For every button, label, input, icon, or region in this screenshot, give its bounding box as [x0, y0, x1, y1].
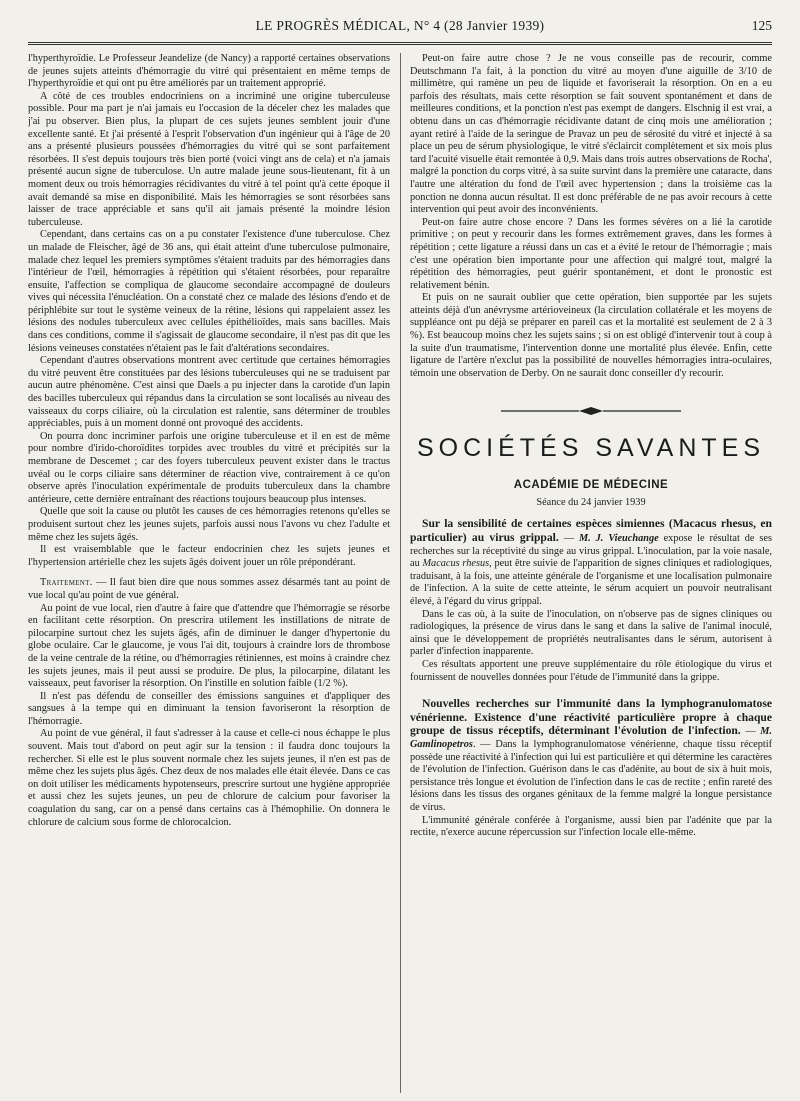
treatment-label: Traitement.	[40, 577, 93, 589]
article-1-author: M. J. Vieuchange	[578, 533, 659, 545]
article-2-text: . — Dans la lymphogranulomatose vénérienne, chaque tissu réceptif possède une réactivité à l'infection qui lui est particulière et qui détermine les caractères de l'évolution de l'infection. Guérison dans le cas d'adénite, au bout de six à huit mois, persistance très longue et évolution de l'infection dans le cas de rectite ; enfin rareté des lésions dans les tissus des organes génitaux de la femme malgré la longue persistance de virus.	[410, 738, 772, 813]
paragraph: Cependant, dans certains cas on a pu constater l'existence d'une tuberculose. Chez un malade de Fleischer, âgé de 36 ans, qui était atteint d'une tuberculose pulmonaire, malade chez lequel les premiers symptômes s'étaient traduits par des hémorragies dans l'intérieur de l'œil, hémorragies à répétition qui s'étaient résorbées, pour reparaître ensuite, l'affection se compliqua de glaucome secondaire accompagné de douleurs vives qui nécessita l'énucléation. On a constaté chez ce malade des lésions d'endo et de périphlébite sur tout le système veineux de la rétine, lésions qui rappelaient assez les lésions des nodules tuberculeux avec cellules épithélioïdes, mais sans bacilles. Mais dans ces conditions, comme il s'agissait de glaucome secondaire, il n'est pas dit que les lésions veineuses constatées n'étaient pas le fait d'altérations secondaires.	[28, 229, 390, 354]
paragraph: l'hyperthyroïdie. Le Professeur Jeandelize (de Nancy) a rapporté certaines observations de jeunes sujets atteints d'hémorragie du vitré qui présentaient en même temps de l'hyperthyroïdie et qui ont pu être améliorés par un traitement approprié.	[28, 53, 390, 90]
paragraph: Il n'est pas défendu de conseiller des émissions sanguines et d'appliquer des sangsues à la tempe qui en diminuant la tension favoriseront la résorption de l'hémorragie.	[28, 690, 390, 727]
dash: —	[740, 726, 761, 738]
section-title: SOCIÉTÉS SAVANTES	[416, 434, 766, 463]
ornament-rule-icon	[501, 406, 681, 416]
article-1	[410, 518, 772, 608]
paragraph: Ces résultats apportent une preuve supplémentaire du rôle étiologique du virus et fournissent de nouvelles données pour l'étude de l'immunité dans la grippe.	[410, 658, 772, 683]
article-2-author: M. Gamlinopetros	[410, 726, 772, 750]
paragraph: On pourra donc incriminer parfois une origine tuberculeuse et il en est de même pour nombre d'irido-choroïdites torpides avec troubles du vitré et précipités sur la membrane de Descemet ; car des foyers tuberculeux peuvent exister dans le tractus uvéal ou le corps ciliaire sans déterminer de réaction vive, contrairement à ce qu'on observe après l'inoculation expérimentale de produits tuberculeux dans la chambre antérieure, cette dernière entraînant des réactions toujours beaucoup plus intenses.	[28, 430, 390, 505]
paragraph: Dans le cas où, à la suite de l'inoculation, on n'observe pas de signes cliniques ou radiologiques, la présence de virus dans le sang et dans la salive de l'animal inoculé, ainsi que le développement de propriétés neutralisantes dans le sérum, autorisent à parler d'infection inapparente.	[410, 608, 772, 658]
paragraph: Au point de vue local, rien d'autre à faire que d'attendre que l'hémorragie se résorbe en facilitant cette résorption. On prescrira utilement les instillations de nitrate de pilocarpine surtout chez les sujets âgés, afin de diminuer le danger d'hypertonie du globe oculaire. Car le glaucome, je vous l'ai dit, toujours à craindre lors de thrombose de la veine centrale de la rétine, ou d'hémorragies rétiniennes, est moins à craindre chez les sujets jeunes, mais il peut aussi se produire. De plus, la pilocarpine, dilatant les vaisseaux, peut favoriser la résorption. On l'instille en solution faible (1/2 %).	[28, 602, 390, 690]
column-divider	[400, 53, 401, 1093]
two-column-body	[28, 53, 772, 1093]
paragraph: Cependant d'autres observations montrent avec certitude que certaines hémorragies du vitré peuvent être constituées par des lésions tuberculeuses qui ne se traduisent par aucun autre phénomène. C'est ainsi que Daels a pu injecter dans la carotide d'un lapin des bacilles tuberculeux qui répandus dans la circulation se sont localisés au niveau des vaisseaux du corps ciliaire, où la circulation est ralentie, sans déterminer de troubles appréciables, puis à un moment donné ont provoqué des accidents.	[28, 355, 390, 430]
academy-heading: ACADÉMIE DE MÉDECINE	[513, 479, 669, 492]
left-column	[28, 53, 390, 1093]
paragraph: L'immunité générale conférée à l'organisme, aussi bien par l'adénite que par la rectite, n'exerce aucune répercussion sur l'infection locale elle-même.	[410, 814, 772, 839]
right-column	[410, 53, 772, 1093]
section-ornament	[410, 406, 772, 416]
paragraph: Et puis on ne saurait oublier que cette opération, bien supportée par les sujets atteints déjà d'un anévrysme artérioveineux (la circulation collatérale et les moyens de suppléance ont pu déjà se préparer en pareil cas et la mortalité est seulement de 2 à 3 %). Est beaucoup moins chez les sujets sains ; si on est obligé d'intervenir tout à coup à la suite d'un traumatisme, l'intervention donne une mortalité plus élevée. Enfin, cette ligature de l'artère n'exclut pas la possibilité de nouvelles hémorragies intra-oculaires, témoin une observation de Derby. On ne saurait donc conseiller d'y recourir.	[410, 292, 772, 379]
paragraph: Il est vraisemblable que le facteur endocrinien chez les sujets jeunes et l'hypertension artérielle chez les sujets âgés doivent jouer un rôle prépondérant.	[28, 544, 390, 568]
dash: —	[558, 533, 579, 545]
paragraph: Quelle que soit la cause ou plutôt les causes de ces hémorragies retenons qu'elles se produisent surtout chez les jeunes sujets, parfois aussi nous l'avons vu chez l'adulte et même chez les sujets âgés.	[28, 506, 390, 543]
header-rule	[28, 42, 772, 45]
article-1-title: Sur la sensibilité de certaines espèces simiennes (Macacus rhesus, en particulier) au virus grippal.	[410, 517, 772, 545]
page-number: 125	[751, 18, 772, 33]
journal-title: LE PROGRÈS MÉDICAL, N° 4 (28 Janvier 1939)	[255, 18, 545, 33]
paragraph: A côté de ces troubles endocriniens on a incriminé une origine tuberculeuse possible. Pour ma part je n'ai jamais eu l'occasion de la déceler chez les malades que j'ai pu observer. Bien plus, la plupart de ces sujets jeunes semblent jouir d'une excellente santé. Et j'ai présenté à l'esprit l'observation d'un ingénieur qui à l'âge de 20 ans a présenté plusieurs poussées d'hémorragies du vitré qui se sont parfaitement résorbées. Il s'est depuis toujours très bien porté (voici vingt ans de cela) et n'a jamais présenté aucun signe de tuberculose. Un autre malade jeune sous-lieutenant, fit à un moment deux ou trois hémorragies récidivantes du vitré à tel point qu'à cette époque il avait demandé sa mise en disponibilité. Mais les hémorragies se sont résorbées sans laisser de trace appréciable et sans qu'il ait jamais présenté la moindre lésion tuberculeuse.	[28, 90, 390, 228]
treatment-text: — Il faut bien dire que nous sommes assez désarmés tant au point de vue local qu'au point de vue général.	[28, 577, 390, 601]
article-2	[410, 698, 772, 814]
paragraph: Au point de vue général, il faut s'adresser à la cause et celle-ci nous échappe le plus souvent. Mais tout d'abord on peut agir sur la tension : il faudra donc toujours la rechercher. Si elle est le plus souvent normale chez les sujets jeunes, il n'en est pas de même chez les sujets plus âgés. Chez deux de nos malades elle était élevée. Dans ce cas on doit utiliser les médicaments hypotenseurs, prescrire surtout une hygiène appropriée et aussi chez les sujets jeunes, un peu de chlorure de calcium pour favoriser la coagulation du sang, car on a pensé dans certains cas à l'hémophilie. On donnera le chlorure de calcium sous forme de chlorocalcion.	[28, 728, 390, 828]
session-date: Séance du 24 janvier 1939	[536, 497, 646, 509]
treatment-paragraph	[28, 577, 390, 602]
article-1-text-b: , peut être suivie de l'apparition de signes cliniques et radiologiques, traduisant, à la fois, une atteinte générale de l'organisme et une localisation pulmonaire de l'infection. A la suite de cette atteinte, le sérum acquiert un pouvoir neutralisant élevé, à l'égard du virus grippal.	[410, 558, 772, 607]
running-head	[28, 18, 772, 38]
article-1-text-a: expose le résultat de ses recherches sur la réceptivité du singe au virus grippal. L'inoculation, par la voie nasale, au	[410, 533, 772, 570]
species-name: Macacus rhesus	[422, 558, 490, 570]
paragraph: Peut-on faire autre chose ? Je ne vous conseille pas de recourir, comme Deutschmann l'a fait, à la ponction du vitré au moyen d'une aiguille de 3/10 de millimètre, qui ramène un peu de liquide et favoriserait la résorption. On en a eu parfois des résultats, mais cette résorption se fait souvent spontanément et dans de meilleures conditions, et la ponction n'est pas exempt de dangers. Elschnig il est vrai, a obtenu dans un cas d'hémorragie récidivante datant de cinq mois une amélioration ; ayant retiré à l'aide de la seringue de Pravaz un peu de sérosité du vitré et injecté à sa place un peu de sérum physiologique, le vitré s'éclaircit complètement et six mois plus tard l'acuité visuelle était remontée à 0,9. Mais dans trois autres observations de Rocha', malgré la ponction du corps vitré, à sa suite survint dans la première une cataracte, dans l'autre une altération du fond de l'œil avec hypertension ; dans la troisième cas la ponction ne donna aucun résultat. Il est donc préférable de ne pas avoir recours à cette intervention qui peut avoir des inconvénients.	[410, 53, 772, 216]
paragraph: Peut-on faire autre chose encore ? Dans les formes sévères on a lié la carotide primitive ; on peut y recourir dans les formes extrêmement graves, dans les formes à répétition ; cette ligature a réussi dans un cas et a évité le retour de l'hémorragie ; mais c'est une opération bien importante pour une affection qui malgré tout, malgré la répétition des hémorragies, peut guérir spontanément, et dont le pronostic est relativement bénin.	[410, 216, 772, 291]
article-2-title: Nouvelles recherches sur l'immunité dans la lymphogranulomatose vénérienne. Existence d'une réactivité particulière propre à chaque groupe de tissus réceptifs, déterminant l'évolution de l'infection.	[410, 697, 772, 738]
